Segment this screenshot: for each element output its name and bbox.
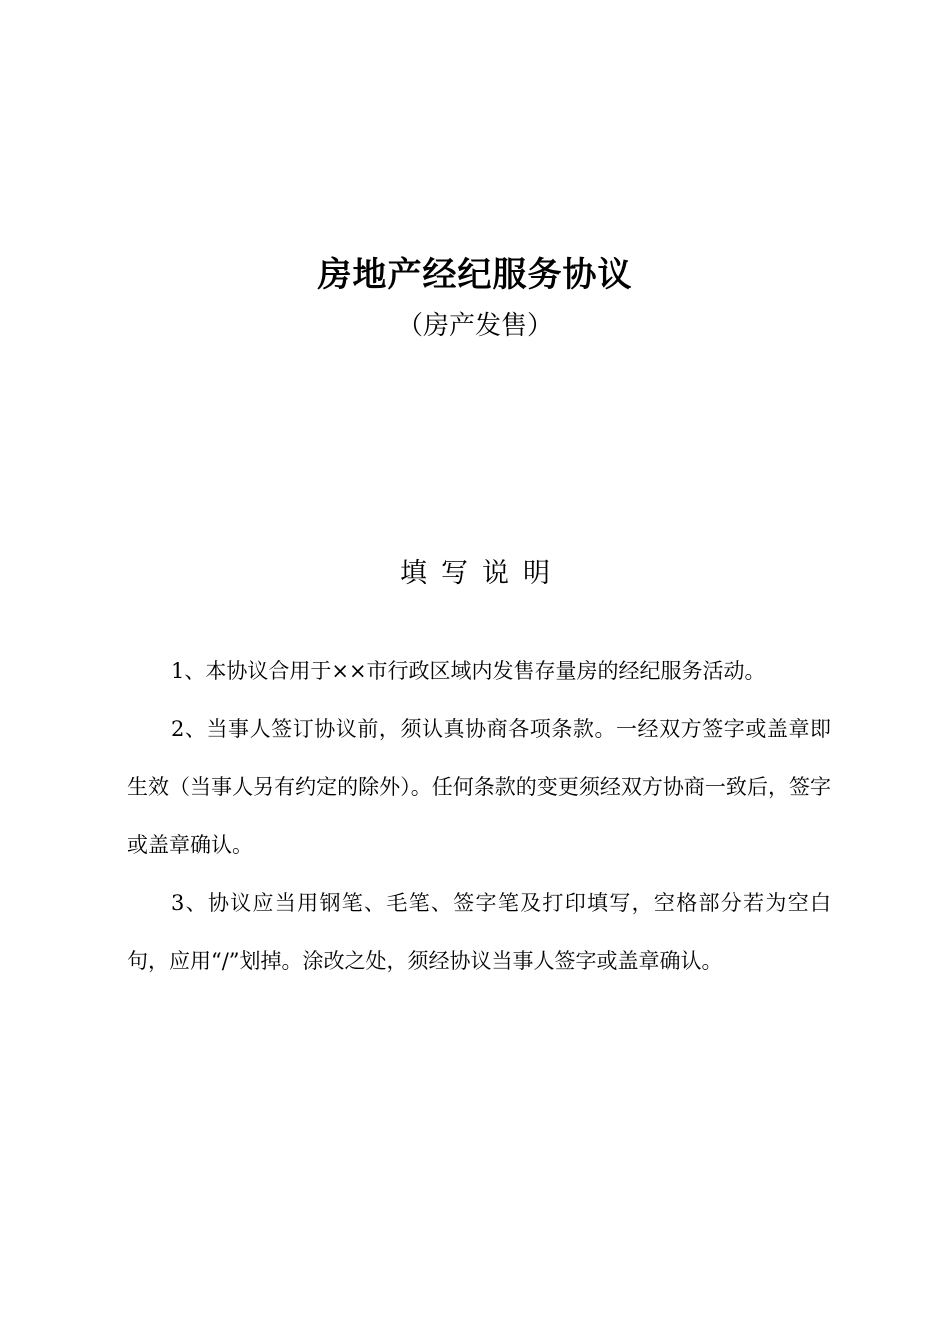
instruction-item: 1、本协议合用于××市行政区域内发售存量房的经纪服务活动。 xyxy=(171,659,766,683)
document-subtitle: （房产发售） xyxy=(396,311,553,341)
section-heading: 填写说明 xyxy=(400,558,564,589)
instruction-item: 2、当事人签订协议前，须认真协商各项条款。一经双方签字或盖章即生效（当事人另有约定的除外）。任何条款的变更须经双方协商一致后，签字或盖章确认。 xyxy=(127,717,831,857)
document-title: 房地产经纪服务协议 xyxy=(317,255,633,295)
instruction-item: 3、协议应当用钢笔、毛笔、签字笔及打印填写，空格部分若为空白句，应用“/”划掉。涂改之处，须经协议当事人签字或盖章确认。 xyxy=(127,891,831,973)
instructions-list xyxy=(127,642,831,990)
